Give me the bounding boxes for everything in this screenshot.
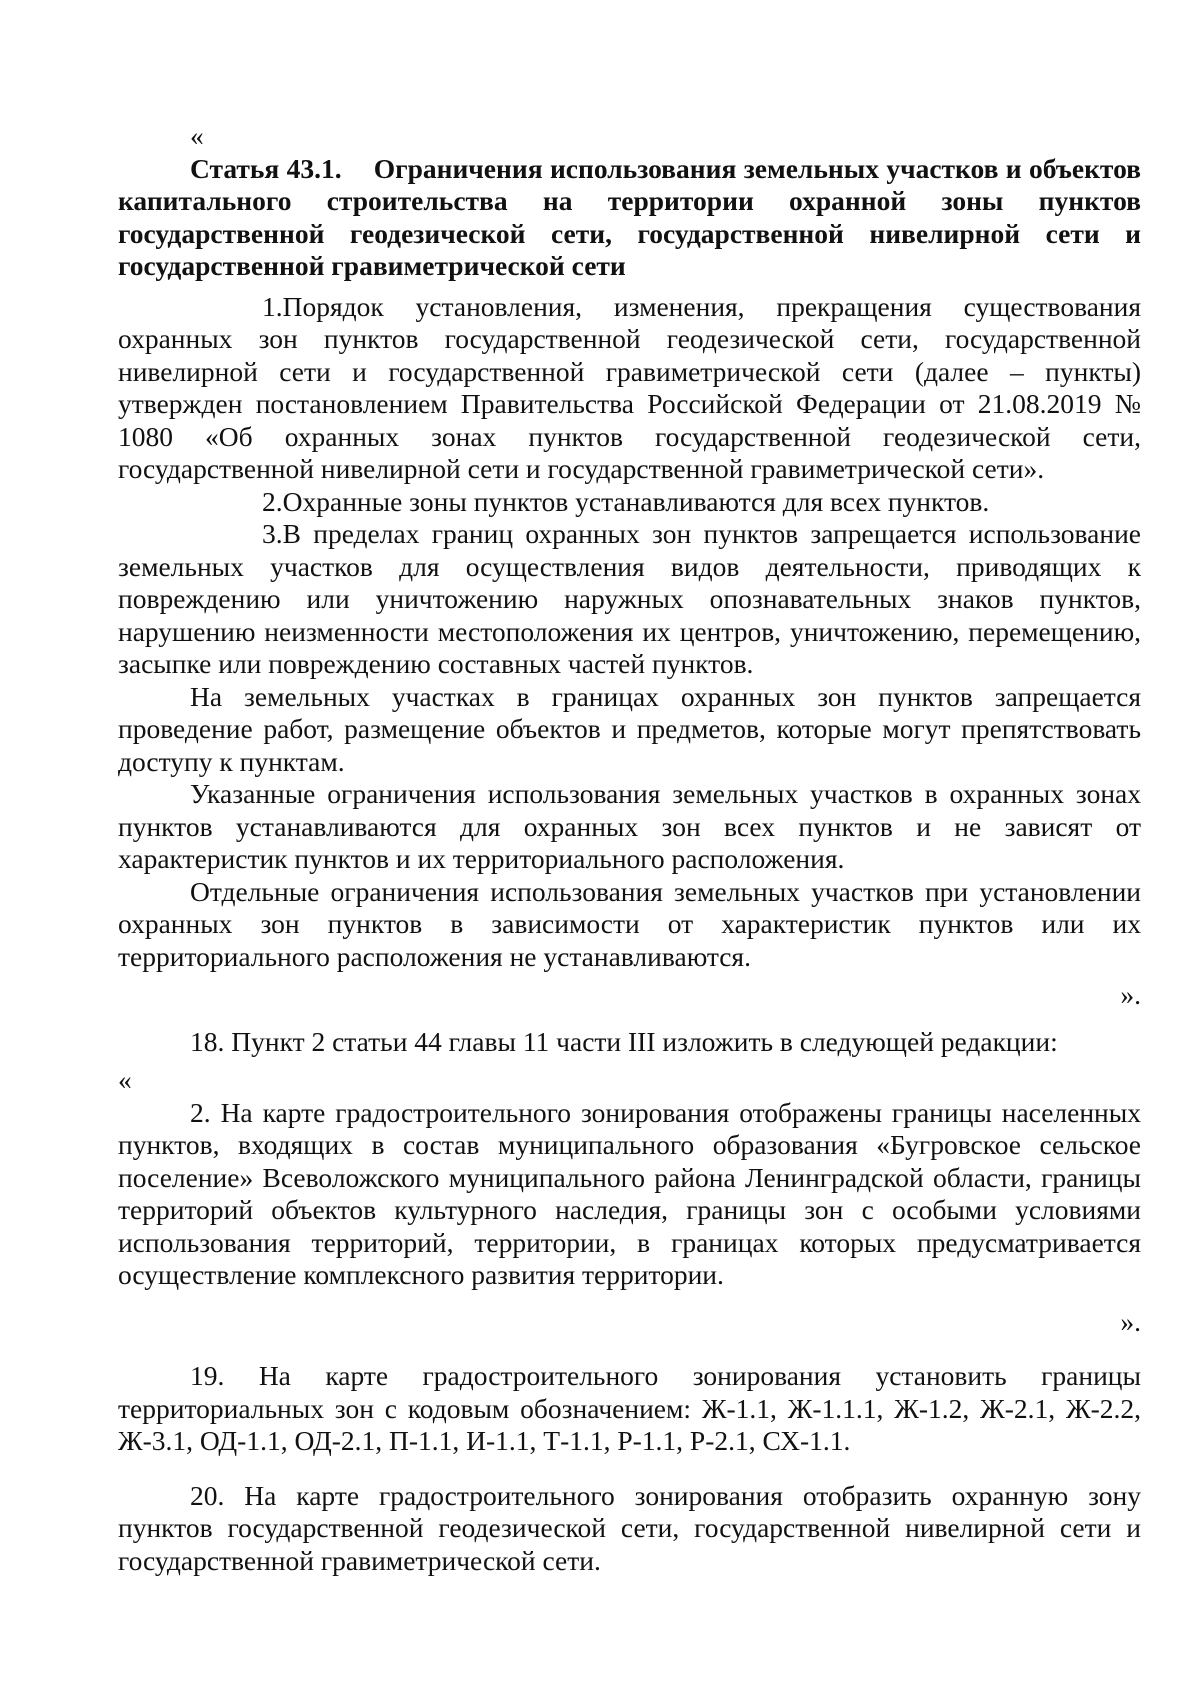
opening-quote: « [190,120,204,151]
article-number: Статья 43.1. [190,152,342,184]
item-text: В пределах границ охранных зон пунктов запрещается использование земельных участков для осуществления видов деятельности, приводящих к повреждению или уничтожению наружных опознавательных знаков пунктов, нарушению неизменности местоположения их центров, уничтожению, перемещению, засыпке или повреждению составных частей пунктов. [118,518,1141,679]
closing-quote: ». [1120,979,1141,1010]
point-18-text: 2. На карте градостроительного зонирования отображены границы населенных пунктов, входящих в состав муниципального образования «Бугровское сельское поселение» Всеволожского муниципального района Ленинградской области, границы территорий объектов культурного наследия, границы зон с особыми условиями использования территорий, территории, в границах которых предусматривается осуществление комплексного развития территории. [118,1096,1141,1290]
article-title: Ограничения использования земельных участков и объектов капитального строительства на территории охранной зоны пунктов государственной геодезической сети, государственной нивелирной сети и государственной гравиметрической сети [118,152,1141,281]
article-item-2 [118,486,1141,519]
item-number: 2. [262,485,283,517]
article-item-3 [118,518,1141,681]
document-page [118,120,1141,1577]
closing-quote: ». [1120,1305,1141,1337]
item-number: 3. [262,518,283,549]
item-number: 1. [262,290,283,322]
point-19: 19. На карте градостроительного зонирования установить границы территориальных зон с кодовым обозначением: Ж-1.1, Ж-1.1.1, Ж-1.2, Ж-2.1, Ж-2.2, Ж-3.1, ОД-1.1, ОД-2.1, П-1.1, И-1.1, Т-1.1, Р-1.1, Р-2.1, СХ-1.1. [118,1360,1141,1456]
paragraph: На земельных участках в границах охранных зон пунктов запрещается проведение работ, размещение объектов и предметов, которые могут препятствовать доступу к пунктам. [118,680,1141,777]
paragraph: Указанные ограничения использования земельных участков в охранных зонах пунктов устанавливаются для охранных зон всех пунктов и не зависят от характеристик пунктов и их территориального расположения. [118,778,1141,874]
point-18: 18. Пункт 2 статьи 44 главы 11 части III изложить в следующей редакции: [190,1025,1058,1057]
paragraph: Отдельные ограничения использования земельных участков при установлении охранных зон пунктов в зависимости от характеристик пунктов или их территориального расположения не устанавливаются. [118,875,1141,972]
point-20: 20. На карте градостроительного зонирования отобразить охранную зону пунктов государственной геодезической сети, государственной нивелирной сети и государственной гравиметрической сети. [118,1479,1141,1576]
opening-quote: « [118,1064,132,1095]
article-heading [118,153,1141,283]
article-item-1 [118,291,1141,486]
item-text: Порядок установления, изменения, прекращения существования охранных зон пунктов государственной геодезической сети, государственной нивелирной сети и государственной гравиметрической сети (далее – пункты) утвержден постановлением Правительства Российской Федерации от 21.08.2019 № 1080 «Об охранных зонах пунктов государственной геодезической сети, государственной нивелирной сети и государственной гравиметрической сети». [118,290,1141,484]
item-text: Охранные зоны пунктов устанавливаются для всех пунктов. [282,485,990,517]
